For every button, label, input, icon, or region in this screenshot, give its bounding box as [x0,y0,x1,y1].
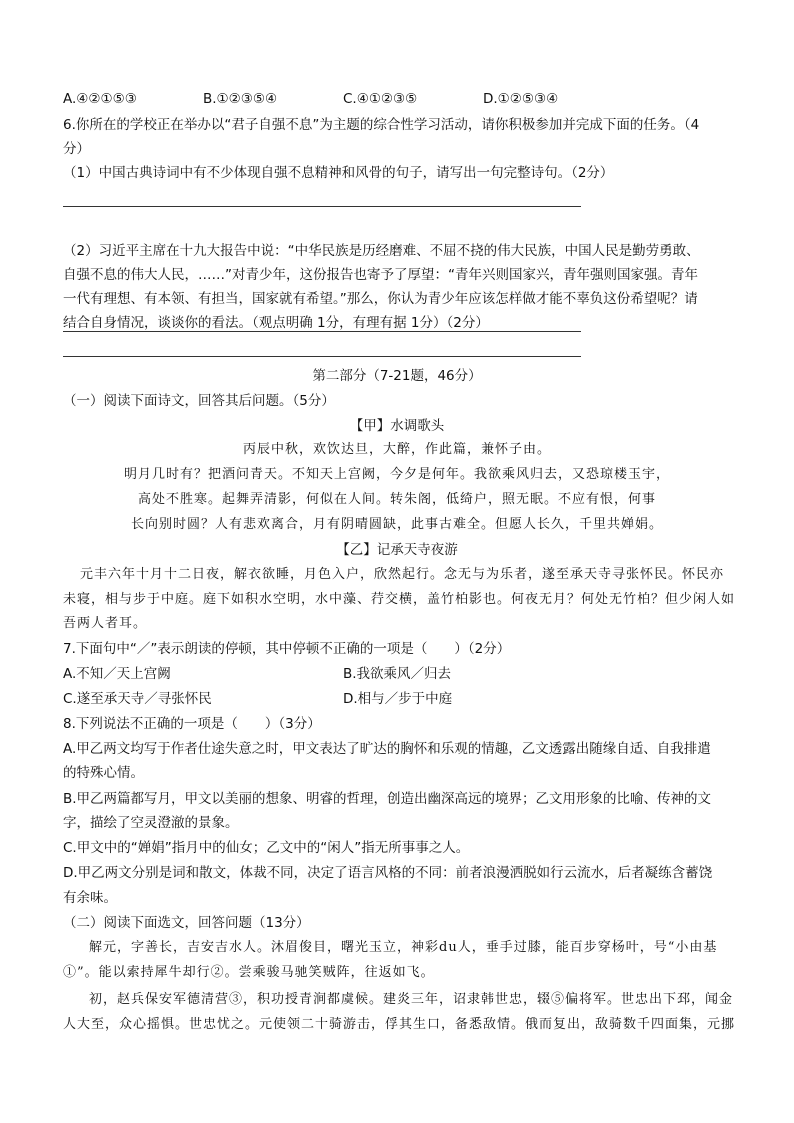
yi-line-1: 元丰六年十月十二日夜，解衣欲睡，月色入户，欣然起行。念无与为乐者，遂至承天寺寻张怀民。怀民亦 [80,567,725,582]
q8-option-c: C.甲文中的“婵娟”指月中的仙女；乙文中的“闲人”指无所事事之人。 [63,840,470,856]
q8-option-b-line1: B.甲乙两篇都写月，甲文以美丽的想象、明睿的哲理，创造出幽深高远的境界；乙文用形象的比喻、传神的文 [63,791,712,807]
q8-option-d-line2: 有余味。 [63,890,117,906]
q7-option-a: A.不知／天上宫阙 [63,666,171,682]
q6-sub2-line4: 结合自身情况，谈谈你的看法。（观点明确 1分，有理有据 1分）（2分） [63,315,489,331]
section2-p1-line1: 解元，字善长，吉安吉水人。沐眉俊目，曙光玉立，神彩du人，垂手过膝，能百步穿杨叶，号“小由基 [89,940,718,955]
q8-option-b-line2: 字，描绘了空灵澄澈的景象。 [63,815,239,831]
q6-sub2-line3: 一代有理想、有本领、有担当，国家就有希望。”那么，你认为青少年应该怎样做才能不辜负这份希望呢？请 [63,291,698,307]
q6-sub1-answer-line[interactable] [63,206,581,207]
yi-title: 【乙】记承天寺夜游 [336,542,458,558]
jia-preface: 丙辰中秋，欢饮达旦，大醉，作此篇，兼怀子由。 [242,442,551,457]
part2-heading: 第二部分（7-21题，46分） [312,368,482,384]
q6-sub1: （1）中国古典诗词中有不少体现自强不息精神和风骨的句子，请写出一句完整诗句。（2分） [63,165,614,181]
q6-sub2-answer-line-1[interactable] [63,331,581,332]
q7-stem: 7.下面句中“／”表示朗读的停顿，其中停顿不正确的一项是（ ）（2分） [63,641,511,657]
q8-option-a-line2: 的特殊心情。 [63,765,144,781]
jia-line-2: 高处不胜寒。起舞弄清影，何似在人间。转朱阁，低绮户，照无眠。不应有恨，何事 [137,492,656,507]
section1-heading: （一）阅读下面诗文，回答其后问题。（5分） [63,393,335,409]
q7-option-c: C.遂至承天寺／寻张怀民 [63,691,212,707]
jia-line-1: 明月几时有？把酒问青天。不知天上宫阙，今夕是何年。我欲乘风归去，又恐琼楼玉宇， [123,467,670,482]
section2-p1-line2: ①”。能以索持犀牛却行②。尝乘骏马驰笑贼阵，往返如飞。 [63,965,435,980]
jia-title: 【甲】水调歌头 [349,418,445,434]
q8-option-a-line1: A.甲乙两文均写于作者仕途失意之时，甲文表达了旷达的胸怀和乐观的情趣，乙文透露出随缘自适、自我排遣 [63,741,711,757]
q7-option-b: B.我欲乘风／归去 [343,666,452,682]
q5-options-row [63,89,623,109]
yi-line-2: 未寝，相与步于中庭。庭下如积水空明，水中藻、荇交横，盖竹柏影也。何夜无月？何处无竹柏？但少闲人如 [63,592,736,607]
q6-stem-line1: 6.你所在的学校正在举办以“君子自强不息”为主题的综合性学习活动，请你积极参加并完成下面的任务。（4 [63,117,700,133]
q8-option-d-line1: D.甲乙两文分别是词和散文，体裁不同，决定了语言风格的不同：前者浪漫洒脱如行云流水，后者凝练含蓄饶 [63,865,713,881]
q6-sub2-line2: 自强不息的伟大人民，……”对青少年，这份报告也寄予了厚望：“青年兴则国家兴，青年强则国家强。青年 [63,267,698,283]
jia-line-3: 长向别时圆？人有悲欢离合，月有阴晴圆缺，此事古难全。但愿人长久，千里共婵娟。 [130,517,663,532]
q6-sub2-line1: （2）习近平主席在十九大报告中说：“中华民族是历经磨难、不屈不挠的伟大民族，中国人民是勤劳勇敢、 [63,243,700,259]
q7-option-d: D.相与／步于中庭 [343,691,453,707]
q5-option-b: B.①②③⑤④ [203,91,278,107]
q5-option-c: C.④①②③⑤ [343,91,418,107]
yi-line-3: 吾两人者耳。 [63,616,148,631]
section2-heading: （二）阅读下面选文，回答问题（13分） [63,915,310,931]
section2-p2-line1: 初，赵兵保安军德清营③，积功授青涧都虞候。建炎三年，诏隶韩世忠，辍⑤偏将军。世忠出下邳，闻金 [89,992,734,1007]
q5-option-d: D.①②⑤③④ [483,91,559,107]
section2-p2-line2: 人大至，众心摇惧。世忠忧之。元使领二十骑游击，俘其生口，备悉敌情。俄而复出，敌骑数千四面集，元挪 [63,1017,736,1032]
q6-sub2-answer-line-2[interactable] [63,356,581,357]
q6-stem-line2: 分） [63,141,90,157]
q5-option-a: A.④②①⑤③ [63,91,137,107]
q8-stem: 8.下列说法不正确的一项是（ ）（3分） [63,716,321,732]
